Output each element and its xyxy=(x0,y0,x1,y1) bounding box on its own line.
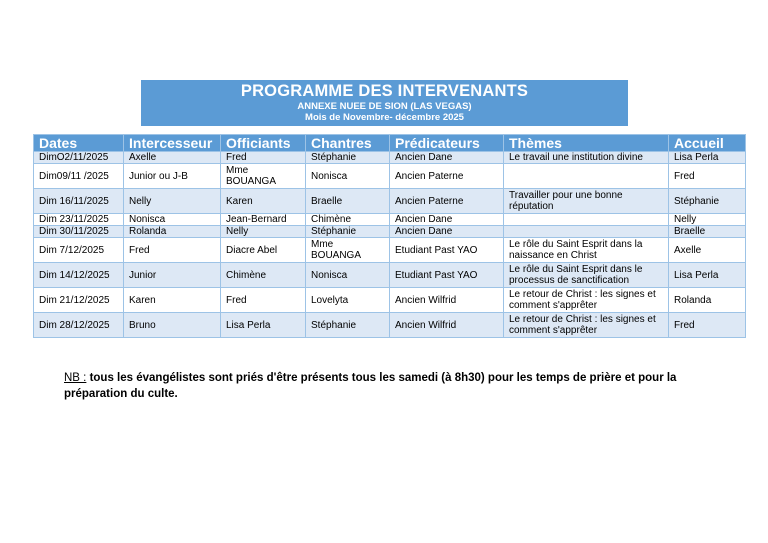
cell-chantres: Lovelyta xyxy=(306,288,390,313)
cell-accueil: Braelle xyxy=(669,226,746,238)
cell-chantres: Chimène xyxy=(306,214,390,226)
cell-chantres: Mme BOUANGA xyxy=(306,238,390,263)
cell-date: Dim09/11 /2025 xyxy=(34,164,124,189)
cell-chantres: Nonisca xyxy=(306,164,390,189)
table-header-row xyxy=(34,135,746,152)
cell-chantres: Nonisca xyxy=(306,263,390,288)
cell-chantres: Braelle xyxy=(306,189,390,214)
cell-intercesseur: Fred xyxy=(124,238,221,263)
cell-predicateurs: Etudiant Past YAO xyxy=(390,263,504,288)
page-period: Mois de Novembre- décembre 2025 xyxy=(305,112,464,123)
cell-date: DimO2/11/2025 xyxy=(34,152,124,164)
cell-intercesseur: Nonisca xyxy=(124,214,221,226)
cell-chantres: Stéphanie xyxy=(306,152,390,164)
table-row xyxy=(34,189,746,214)
cell-themes xyxy=(504,214,669,226)
column-header-intercesseur: Intercesseur xyxy=(124,135,221,152)
table-row xyxy=(34,313,746,338)
nb-text: tous les évangélistes sont priés d'être présents tous les samedi (à 8h30) pour les temps de prière et pour la préparation du culte. xyxy=(64,372,677,400)
cell-predicateurs: Etudiant Past YAO xyxy=(390,238,504,263)
column-header-officiants: Officiants xyxy=(221,135,306,152)
cell-officiants: Fred xyxy=(221,288,306,313)
cell-themes: Le rôle du Saint Esprit dans la naissance en Christ xyxy=(504,238,669,263)
cell-predicateurs: Ancien Dane xyxy=(390,226,504,238)
cell-predicateurs: Ancien Paterne xyxy=(390,189,504,214)
cell-accueil: Axelle xyxy=(669,238,746,263)
table-row xyxy=(34,152,746,164)
cell-themes: Le travail une institution divine xyxy=(504,152,669,164)
column-header-dates: Dates xyxy=(34,135,124,152)
page-subtitle: ANNEXE NUEE DE SION (LAS VEGAS) xyxy=(297,101,472,112)
table-row xyxy=(34,214,746,226)
cell-intercesseur: Rolanda xyxy=(124,226,221,238)
cell-intercesseur: Nelly xyxy=(124,189,221,214)
table-row xyxy=(34,288,746,313)
cell-officiants: Diacre Abel xyxy=(221,238,306,263)
table-row xyxy=(34,238,746,263)
cell-themes: Travailler pour une bonne réputation xyxy=(504,189,669,214)
cell-predicateurs: Ancien Wilfrid xyxy=(390,288,504,313)
cell-officiants: Lisa Perla xyxy=(221,313,306,338)
column-header-themes: Thèmes xyxy=(504,135,669,152)
cell-date: Dim 7/12/2025 xyxy=(34,238,124,263)
cell-intercesseur: Junior xyxy=(124,263,221,288)
column-header-accueil: Accueil xyxy=(669,135,746,152)
cell-officiants: Karen xyxy=(221,189,306,214)
cell-themes xyxy=(504,226,669,238)
cell-intercesseur: Axelle xyxy=(124,152,221,164)
cell-date: Dim 28/12/2025 xyxy=(34,313,124,338)
cell-themes: Le retour de Christ : les signes et comment s'apprêter xyxy=(504,288,669,313)
cell-chantres: Stéphanie xyxy=(306,313,390,338)
cell-themes: Le retour de Christ : les signes et comment s'apprêter xyxy=(504,313,669,338)
cell-accueil: Nelly xyxy=(669,214,746,226)
page-title: PROGRAMME DES INTERVENANTS xyxy=(240,82,529,100)
table-row xyxy=(34,164,746,189)
nb-note xyxy=(64,370,724,402)
cell-date: Dim 16/11/2025 xyxy=(34,189,124,214)
column-header-predicateurs: Prédicateurs xyxy=(390,135,504,152)
cell-themes xyxy=(504,164,669,189)
table-row xyxy=(34,263,746,288)
cell-officiants: Mme BOUANGA xyxy=(221,164,306,189)
cell-accueil: Lisa Perla xyxy=(669,263,746,288)
cell-predicateurs: Ancien Wilfrid xyxy=(390,313,504,338)
column-header-chantres: Chantres xyxy=(306,135,390,152)
cell-themes: Le rôle du Saint Esprit dans le processus de sanctification xyxy=(504,263,669,288)
cell-officiants: Nelly xyxy=(221,226,306,238)
cell-predicateurs: Ancien Dane xyxy=(390,214,504,226)
schedule-table xyxy=(33,134,746,338)
table-row xyxy=(34,226,746,238)
cell-chantres: Stéphanie xyxy=(306,226,390,238)
cell-intercesseur: Junior ou J-B xyxy=(124,164,221,189)
title-banner xyxy=(141,80,628,126)
nb-label: NB : xyxy=(64,372,87,384)
cell-accueil: Fred xyxy=(669,164,746,189)
cell-officiants: Chimène xyxy=(221,263,306,288)
cell-date: Dim 30/11/2025 xyxy=(34,226,124,238)
cell-predicateurs: Ancien Paterne xyxy=(390,164,504,189)
cell-accueil: Rolanda xyxy=(669,288,746,313)
cell-accueil: Stéphanie xyxy=(669,189,746,214)
cell-accueil: Lisa Perla xyxy=(669,152,746,164)
cell-date: Dim 21/12/2025 xyxy=(34,288,124,313)
cell-date: Dim 14/12/2025 xyxy=(34,263,124,288)
cell-predicateurs: Ancien Dane xyxy=(390,152,504,164)
cell-date: Dim 23/11/2025 xyxy=(34,214,124,226)
cell-intercesseur: Bruno xyxy=(124,313,221,338)
cell-accueil: Fred xyxy=(669,313,746,338)
cell-officiants: Fred xyxy=(221,152,306,164)
cell-officiants: Jean-Bernard xyxy=(221,214,306,226)
cell-intercesseur: Karen xyxy=(124,288,221,313)
